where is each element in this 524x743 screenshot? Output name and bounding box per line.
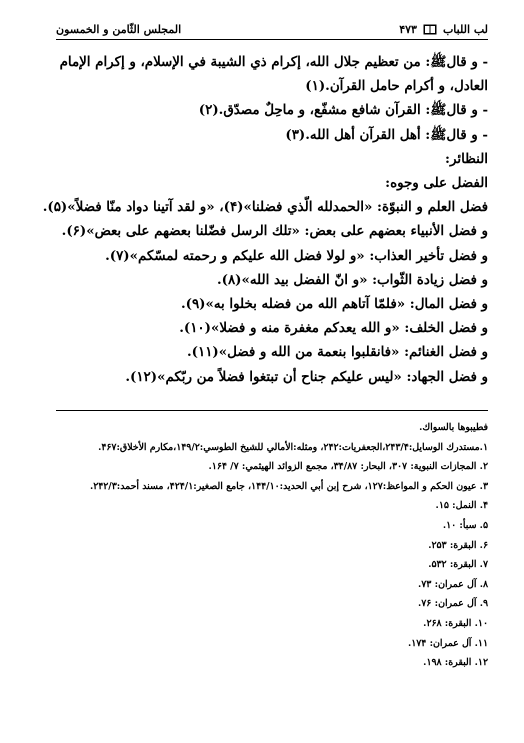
- footnote-line: ۹. آل عمران: ۷۶.: [418, 598, 488, 610]
- footnote-line: ۱.مستدرك الوسايل:۲۴۳/۴،الجعفريات:۲۴۲، ومثله:الأمالي للشيخ الطوسي:۱۴۹/۲،مكارم الأخلاق:۴۶۷.: [98, 441, 488, 453]
- book-title: لب اللباب: [442, 23, 488, 36]
- text-line: العادل، و أكرام حامل القرآن.(۱): [305, 78, 488, 95]
- footnote-line: ۱۰. البقرة: ۲۶۸.: [423, 617, 488, 629]
- page-number: ۴۷۳: [399, 23, 417, 36]
- footnote-line: ۱۱. آل عمران: ۱۷۴.: [407, 637, 488, 649]
- text-line: و فضل المال: «فلمّا آتاهم الله من فضله بخلوا به»(۹).: [180, 296, 488, 313]
- footnote-line: ۴. النمل: ۱۵.: [435, 500, 488, 512]
- text-line: و فضل الأنبياء بعضهم على بعض: «تلك الرسل فضّلنا بعضهم على بعض»(۶).: [61, 223, 488, 240]
- footnote-line: ۶. البقرة: ۲۵۳.: [428, 539, 488, 551]
- section-heading: النظائر:: [445, 150, 488, 167]
- footnote-line: ۸. آل عمران: ۷۳.: [418, 578, 488, 590]
- header-right: [399, 23, 488, 36]
- text-line: - و قالﷺ: أهل القرآن أهل الله.(۳): [285, 126, 488, 143]
- footnote-line: ۷. البقرة: ۵۳۲.: [428, 559, 488, 571]
- footnote-line: ۲. المجازات النبوية: ۳۰۷، البحار: ۳۴/۸۷، مجمع الزوائد الهيثمي: ۷/ ۱۶۴.: [208, 461, 488, 473]
- running-header: [56, 16, 488, 40]
- text-line: و فضل تأخير العذاب: «و لولا فضل الله عليكم و رحمته لمسّكم»(۷).: [105, 247, 488, 264]
- text-line: - و قالﷺ: القرآن شافع مشفّع، و ماحِلٌ مصدّق.(۲): [198, 102, 488, 119]
- chapter-title: المجلس الثّامن و الخمسون: [56, 23, 182, 36]
- text-line: - و قالﷺ: من تعظيم جلال الله، إكرام ذي الشيبة في الإسلام، و إكرام الإمام: [59, 54, 488, 70]
- text-line: و فضل الجهاد: «ليس عليكم جناح أن تبتغوا فضلاً من ربّكم»(۱۲).: [125, 368, 488, 385]
- text-line: الفضل على وجوه:: [385, 175, 488, 192]
- book-icon: [423, 24, 437, 35]
- footnote-line: ۱۲. البقرة: ۱۹۸.: [423, 657, 488, 669]
- footnote-line: ۵. سبأ: ۱۰.: [442, 519, 488, 531]
- text-line: فضل العلم و النبوّة: «الحمدلله الّذي فضلنا»(۴)، «و لقد آتينا دواد منّا فضلاً»(۵).: [42, 199, 488, 216]
- text-line: و فضل زيادة الثّواب: «و انّ الفضل بيد الله»(۸).: [216, 271, 488, 288]
- footnote-divider: [56, 410, 488, 411]
- footnote-line: فطيبوها بالسواك.: [419, 422, 488, 433]
- footnote-line: ۳. عيون الحكم و المواعظ:۱۲۷، شرح إبن أبي الحديد:۱۴۴/۱۰، جامع الصغير:۴۲۴/۱، مسند أحمد:۲۴۲/۳.: [89, 480, 488, 492]
- main-text: [42, 50, 488, 389]
- text-line: و فضل الخلف: «و الله يعدكم مغفرة منه و فضلا»(۱۰).: [179, 320, 488, 337]
- footnotes: [56, 418, 488, 673]
- text-line: و فضل الغنائم: «فانقلبوا بنعمة من الله و فضل»(۱۱).: [187, 344, 488, 361]
